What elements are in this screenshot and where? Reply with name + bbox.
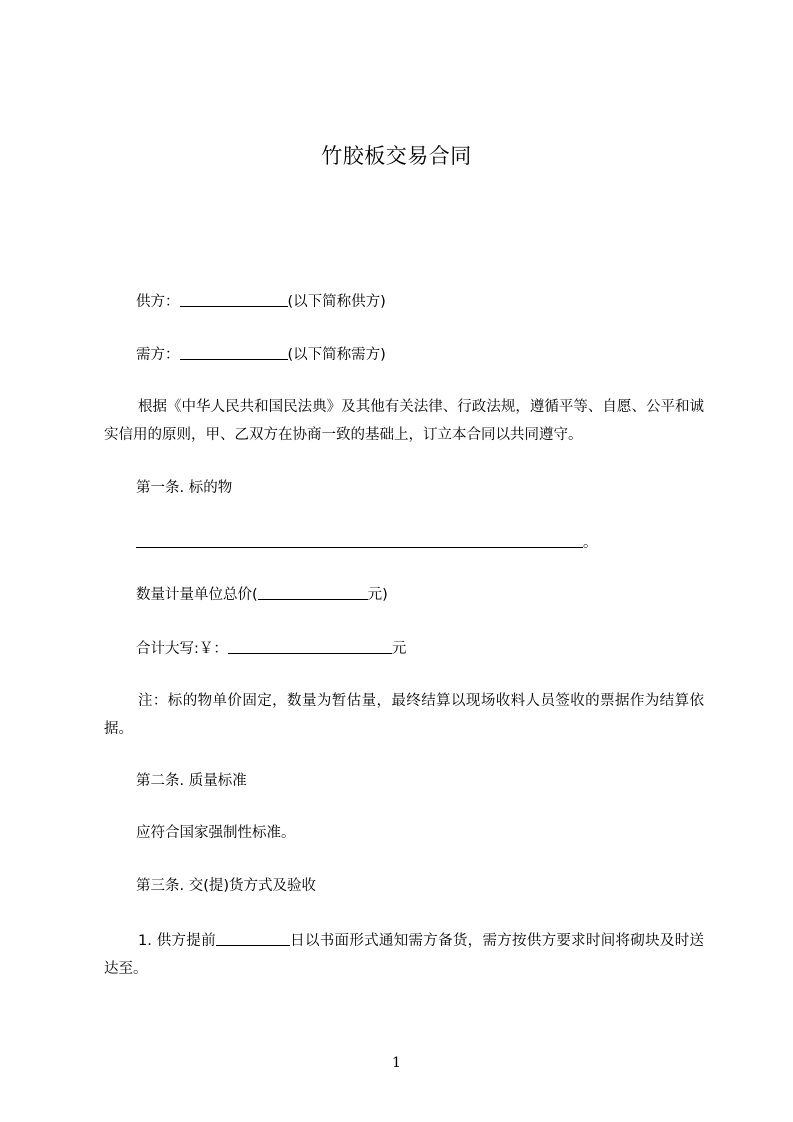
subject-matter-blank[interactable] [136,533,583,548]
note-paragraph: 注：标的物单价固定，数量为暂估量，最终结算以现场收料人员签收的票据作为结算依据。 [104,693,704,737]
quantity-blank[interactable] [258,585,368,600]
subject-matter-line [136,533,598,552]
total-blank[interactable] [228,639,392,654]
clause1-rest: 日以书面形式通知需方备货，需方按供方要求时间将砌块及时送达至。 [104,933,704,977]
quantity-label: 数量计量单位总价( [136,587,258,603]
supplier-suffix: (以下简称供方) [287,294,386,310]
buyer-blank[interactable] [180,345,288,360]
clause1-paragraph [104,927,704,983]
total-suffix: 元 [391,641,407,657]
subject-matter-end: 。 [583,535,598,551]
total-line [136,639,406,658]
preamble-paragraph: 根据《中华人民共和国民法典》及其他有关法律、行政法规，遵循平等、自愿、公平和诚实信用的原则，甲、乙双方在协商一致的基础上，订立本合同以共同遵守。 [104,399,704,443]
article1-heading: 第一条. 标的物 [136,480,233,496]
total-label: 合计大写:￥： [136,641,228,657]
supplier-line [136,292,386,311]
article3-heading: 第三条. 交(提)货方式及验收 [136,878,317,894]
supplier-blank[interactable] [180,292,288,307]
buyer-label: 需方： [136,347,180,363]
buyer-line [136,345,386,364]
clause1-prefix: 1. 供方提前 [138,933,216,949]
quantity-line [136,585,388,604]
buyer-suffix: (以下简称需方) [287,347,386,363]
clause1-days-blank[interactable] [216,931,290,946]
quantity-suffix: 元) [367,587,388,603]
supplier-label: 供方： [136,294,180,310]
document-title: 竹胶板交易合同 [321,144,472,168]
article2-body: 应符合国家强制性标准。 [136,825,296,841]
page-number: 1 [392,1055,401,1071]
article2-heading: 第二条. 质量标准 [136,773,247,789]
